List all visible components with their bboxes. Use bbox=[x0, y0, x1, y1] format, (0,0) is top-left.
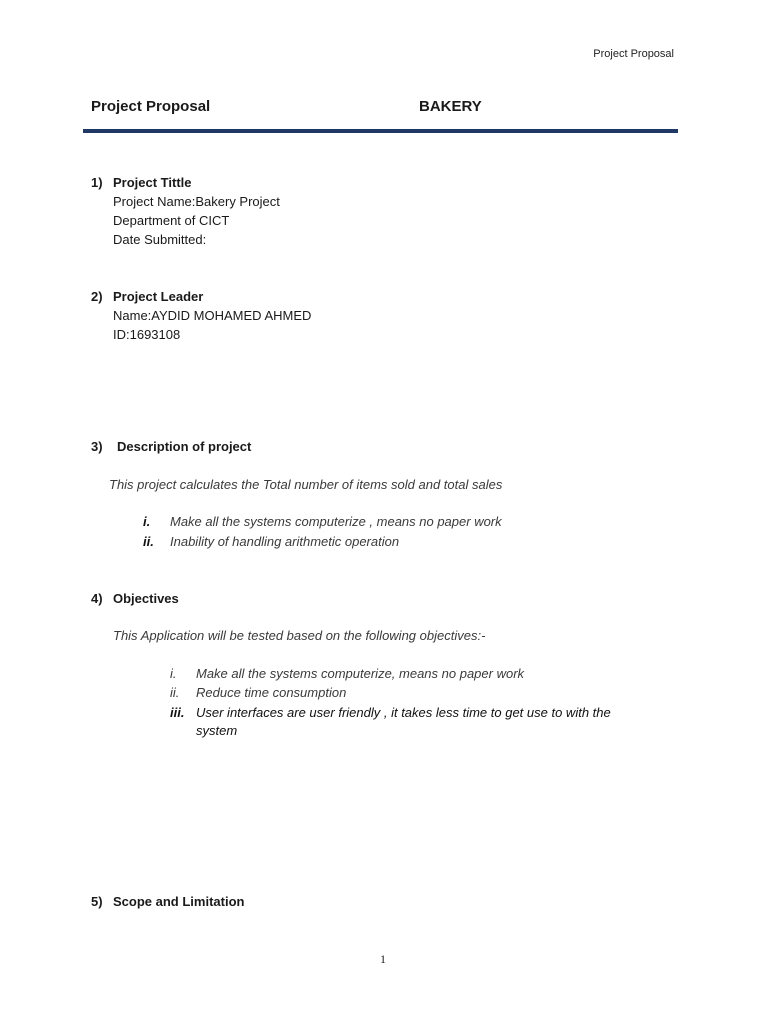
page-number: 1 bbox=[380, 952, 386, 966]
objective-item-marker: ii. bbox=[170, 685, 180, 700]
objectives-intro: This Application will be tested based on the following objectives:- bbox=[113, 628, 486, 643]
section-4-number: 4) bbox=[91, 591, 103, 606]
section-1-number: 1) bbox=[91, 175, 103, 190]
leader-name-line: Name:AYDID MOHAMED AHMED bbox=[113, 308, 312, 323]
description-intro: This project calculates the Total number of items sold and total sales bbox=[109, 477, 503, 492]
running-head: Project Proposal bbox=[593, 48, 674, 60]
section-3-heading: Description of project bbox=[117, 439, 252, 454]
section-5-number: 5) bbox=[91, 894, 103, 909]
section-4-heading: Objectives bbox=[113, 591, 179, 606]
project-name-line: Project Name:Bakery Project bbox=[113, 194, 280, 209]
objective-item-text: User interfaces are user friendly , it takes less time to get use to with the bbox=[196, 705, 611, 720]
section-2-number: 2) bbox=[91, 289, 103, 304]
section-1-heading: Project Tittle bbox=[113, 175, 192, 190]
description-item-marker: ii. bbox=[143, 534, 154, 549]
section-2-heading: Project Leader bbox=[113, 289, 204, 304]
date-submitted-line: Date Submitted: bbox=[113, 232, 207, 247]
leader-id-line: ID:1693108 bbox=[113, 327, 181, 342]
objective-item-text: Reduce time consumption bbox=[196, 685, 347, 700]
description-item-text: Inability of handling arithmetic operation bbox=[170, 534, 400, 549]
description-item-marker: i. bbox=[143, 514, 151, 529]
section-3-number: 3) bbox=[91, 439, 103, 454]
title-divider bbox=[83, 129, 678, 133]
document-title: Project Proposal bbox=[91, 98, 211, 115]
objective-item-text-continued: system bbox=[196, 723, 238, 738]
objective-item-marker: iii. bbox=[170, 705, 185, 720]
objective-item-text: Make all the systems computerize, means no paper work bbox=[196, 666, 525, 681]
objective-item-marker: i. bbox=[170, 666, 177, 681]
section-5-heading: Scope and Limitation bbox=[113, 894, 245, 909]
description-item-text: Make all the systems computerize , means no paper work bbox=[170, 514, 502, 529]
department-line: Department of CICT bbox=[113, 213, 230, 228]
document-subject: BAKERY bbox=[419, 98, 482, 115]
